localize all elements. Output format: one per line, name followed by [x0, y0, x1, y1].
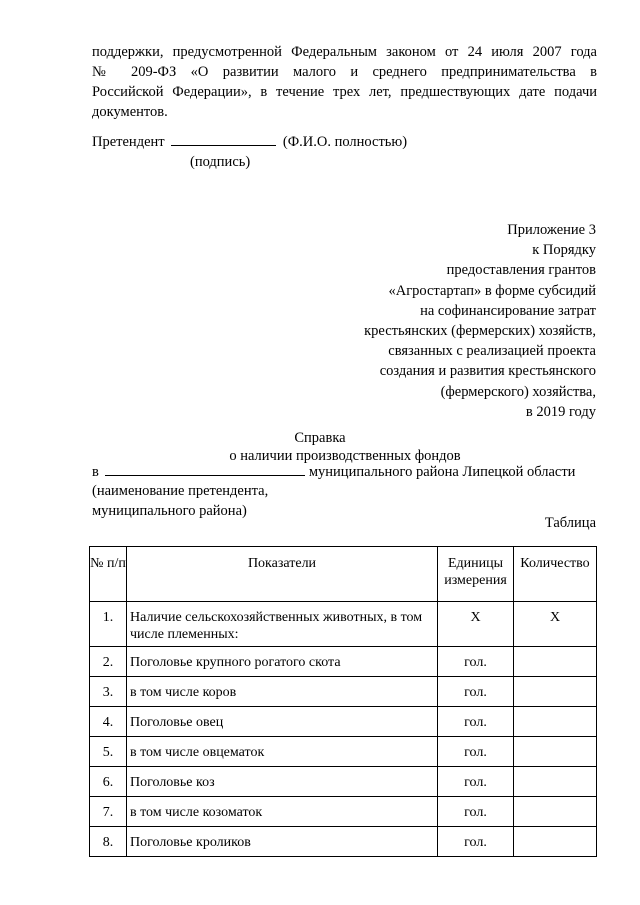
row-indicator: Поголовье овец	[127, 707, 438, 737]
funds-table	[89, 546, 597, 857]
header-num: № п/п	[90, 547, 127, 602]
row-num: 5.	[90, 737, 127, 767]
applicant-prefix: в	[92, 464, 99, 480]
appendix-line: Приложение 3	[507, 222, 596, 238]
row-qty[interactable]	[514, 707, 597, 737]
row-unit: гол.	[438, 827, 514, 857]
row-num: 2.	[90, 647, 127, 677]
row-indicator: Наличие сельскохозяйственных животных, в том числе племенных:	[127, 602, 438, 647]
appendix-line: к Порядку	[532, 242, 596, 259]
appendix-line: создания и развития крестьянского	[379, 363, 596, 380]
appendix-line: предоставления грантов	[446, 262, 596, 279]
applicant-note	[92, 481, 268, 521]
row-unit: гол.	[438, 737, 514, 767]
appendix-line: в 2019 году	[525, 403, 596, 420]
signature-blank[interactable]	[171, 133, 276, 146]
row-indicator: в том числе козоматок	[127, 797, 438, 827]
applicant-blank[interactable]	[105, 463, 305, 476]
row-qty[interactable]: Х	[514, 602, 597, 647]
intro-line: документов.	[92, 104, 168, 120]
applicant-suffix: муниципального района Липецкой области	[308, 464, 576, 480]
row-unit: гол.	[438, 647, 514, 677]
table-row	[90, 797, 597, 827]
row-qty[interactable]	[514, 767, 597, 797]
table-row	[90, 767, 597, 797]
row-indicator: Поголовье коз	[127, 767, 438, 797]
row-num: 1.	[90, 602, 127, 647]
header-unit: Единицы измерения	[438, 547, 514, 602]
appendix-header	[364, 220, 596, 422]
row-indicator: в том числе овцематок	[127, 737, 438, 767]
row-indicator: в том числе коров	[127, 677, 438, 707]
appendix-line: связанных с реализацией проекта	[388, 343, 596, 360]
table-row	[90, 737, 597, 767]
certificate-title: Справка	[294, 430, 346, 446]
row-qty[interactable]	[514, 797, 597, 827]
row-qty[interactable]	[514, 737, 597, 767]
appendix-line: (фермерского) хозяйства,	[440, 383, 596, 400]
appendix-line: «Агростартап» в форме субсидий	[388, 282, 596, 299]
signature-label: Претендент	[92, 134, 165, 150]
intro-paragraph	[92, 42, 597, 122]
appendix-line: на софинансирование затрат	[420, 302, 596, 319]
row-unit: Х	[438, 602, 514, 647]
table-row	[90, 602, 597, 647]
row-num: 7.	[90, 797, 127, 827]
row-unit: гол.	[438, 797, 514, 827]
row-num: 6.	[90, 767, 127, 797]
row-num: 8.	[90, 827, 127, 857]
row-qty[interactable]	[514, 827, 597, 857]
table-row	[90, 827, 597, 857]
header-indicator: Показатели	[127, 547, 438, 602]
row-indicator: Поголовье кроликов	[127, 827, 438, 857]
row-qty[interactable]	[514, 647, 597, 677]
applicant-line	[92, 462, 575, 482]
intro-line: поддержки, предусмотренной Федеральным законом от 24 июля 2007 года	[92, 44, 597, 60]
row-unit: гол.	[438, 677, 514, 707]
signature-line	[92, 132, 407, 152]
row-num: 4.	[90, 707, 127, 737]
intro-line: № 209-ФЗ «О развитии малого и среднего предпринимательства в	[92, 64, 597, 80]
row-unit: гол.	[438, 707, 514, 737]
table-row	[90, 647, 597, 677]
header-qty: Количество	[514, 547, 597, 602]
table-header-row	[90, 547, 597, 602]
applicant-note-line: муниципального района)	[92, 503, 247, 519]
row-num: 3.	[90, 677, 127, 707]
applicant-note-line: (наименование претендента,	[92, 483, 269, 499]
certificate-subtitle: о наличии производственных фондов	[229, 448, 461, 464]
intro-line: Российской Федерации», в течение трех лет, предшествующих дате подачи	[92, 84, 597, 100]
table-row	[90, 677, 597, 707]
row-qty[interactable]	[514, 677, 597, 707]
appendix-line: крестьянских (фермерских) хозяйств,	[364, 323, 596, 340]
row-unit: гол.	[438, 767, 514, 797]
table-label: Таблица	[544, 515, 596, 531]
row-indicator: Поголовье крупного рогатого скота	[127, 647, 438, 677]
signature-sign-hint: (подпись)	[190, 154, 251, 170]
table-row	[90, 707, 597, 737]
signature-name-hint: (Ф.И.О. полностью)	[282, 134, 408, 150]
